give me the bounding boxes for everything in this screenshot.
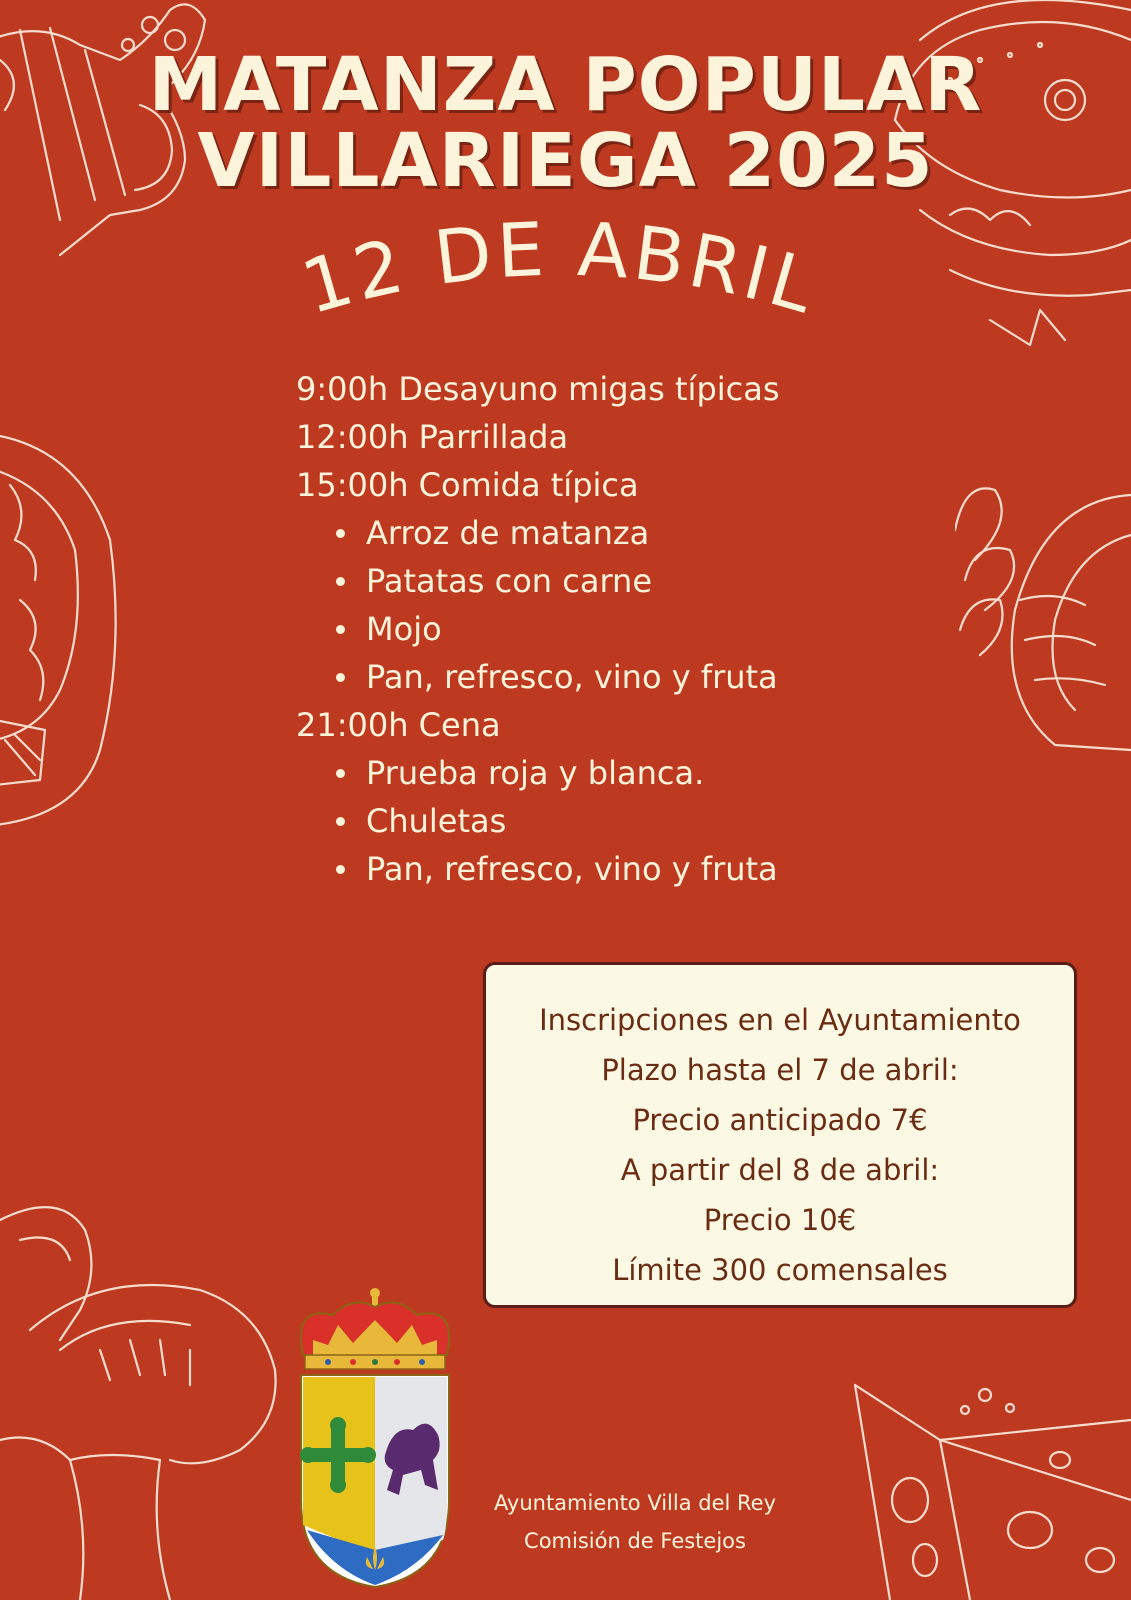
info-line: Precio 10€ — [703, 1203, 857, 1237]
crown-icon — [301, 1288, 449, 1369]
bullet-dot-icon — [336, 865, 345, 874]
bullet-dot-icon — [336, 673, 345, 682]
sausage-mushroom-doodle — [0, 1200, 300, 1600]
event-title-line1: MATANZA POPULAR — [148, 42, 983, 128]
menu-bullet-item: Arroz de matanza — [296, 509, 780, 557]
schedule-item-breakfast: 9:00h Desayuno migas típicas — [296, 370, 780, 408]
info-line: Límite 300 comensales — [612, 1253, 948, 1287]
svg-text:12 DE ABRIL — [293, 215, 827, 331]
menu-bullet-item: Chuletas — [296, 797, 780, 845]
event-date — [260, 215, 880, 335]
info-line: Inscripciones en el Ayuntamiento — [539, 1003, 1021, 1037]
bullet-dot-icon — [336, 529, 345, 538]
info-line: Precio anticipado 7€ — [632, 1103, 928, 1137]
bullet-dot-icon — [336, 769, 345, 778]
menu-bullet-item: Prueba roja y blanca. — [296, 749, 780, 797]
organizer-credit — [460, 1484, 810, 1560]
event-date-text: 12 DE ABRIL — [292, 215, 828, 332]
bread-leaf-doodle — [955, 480, 1131, 780]
schedule-item-dinner: 21:00h Cena — [296, 706, 501, 744]
coat-of-arms — [293, 1285, 458, 1590]
registration-info-box — [483, 962, 1077, 1308]
schedule-list — [296, 365, 780, 893]
cheese-doodle — [850, 1380, 1131, 1600]
info-line: A partir del 8 de abril: — [620, 1153, 940, 1187]
organizer-line2: Comisión de Festejos — [524, 1529, 746, 1553]
bullet-dot-icon — [336, 625, 345, 634]
bullet-dot-icon — [336, 577, 345, 586]
menu-bullet-item: Pan, refresco, vino y fruta — [296, 653, 780, 701]
menu-bullet-item: Mojo — [296, 605, 780, 653]
schedule-item-grill: 12:00h Parrillada — [296, 418, 569, 456]
bullet-dot-icon — [336, 817, 345, 826]
info-line: Plazo hasta el 7 de abril: — [601, 1053, 959, 1087]
menu-bullet-item: Pan, refresco, vino y fruta — [296, 845, 780, 893]
organizer-line1: Ayuntamiento Villa del Rey — [493, 1491, 777, 1515]
schedule-item-lunch: 15:00h Comida típica — [296, 466, 639, 504]
ham-doodle — [0, 430, 120, 830]
menu-bullet-item: Patatas con carne — [296, 557, 780, 605]
event-title-line2: VILLARIEGA 2025 — [197, 118, 934, 204]
